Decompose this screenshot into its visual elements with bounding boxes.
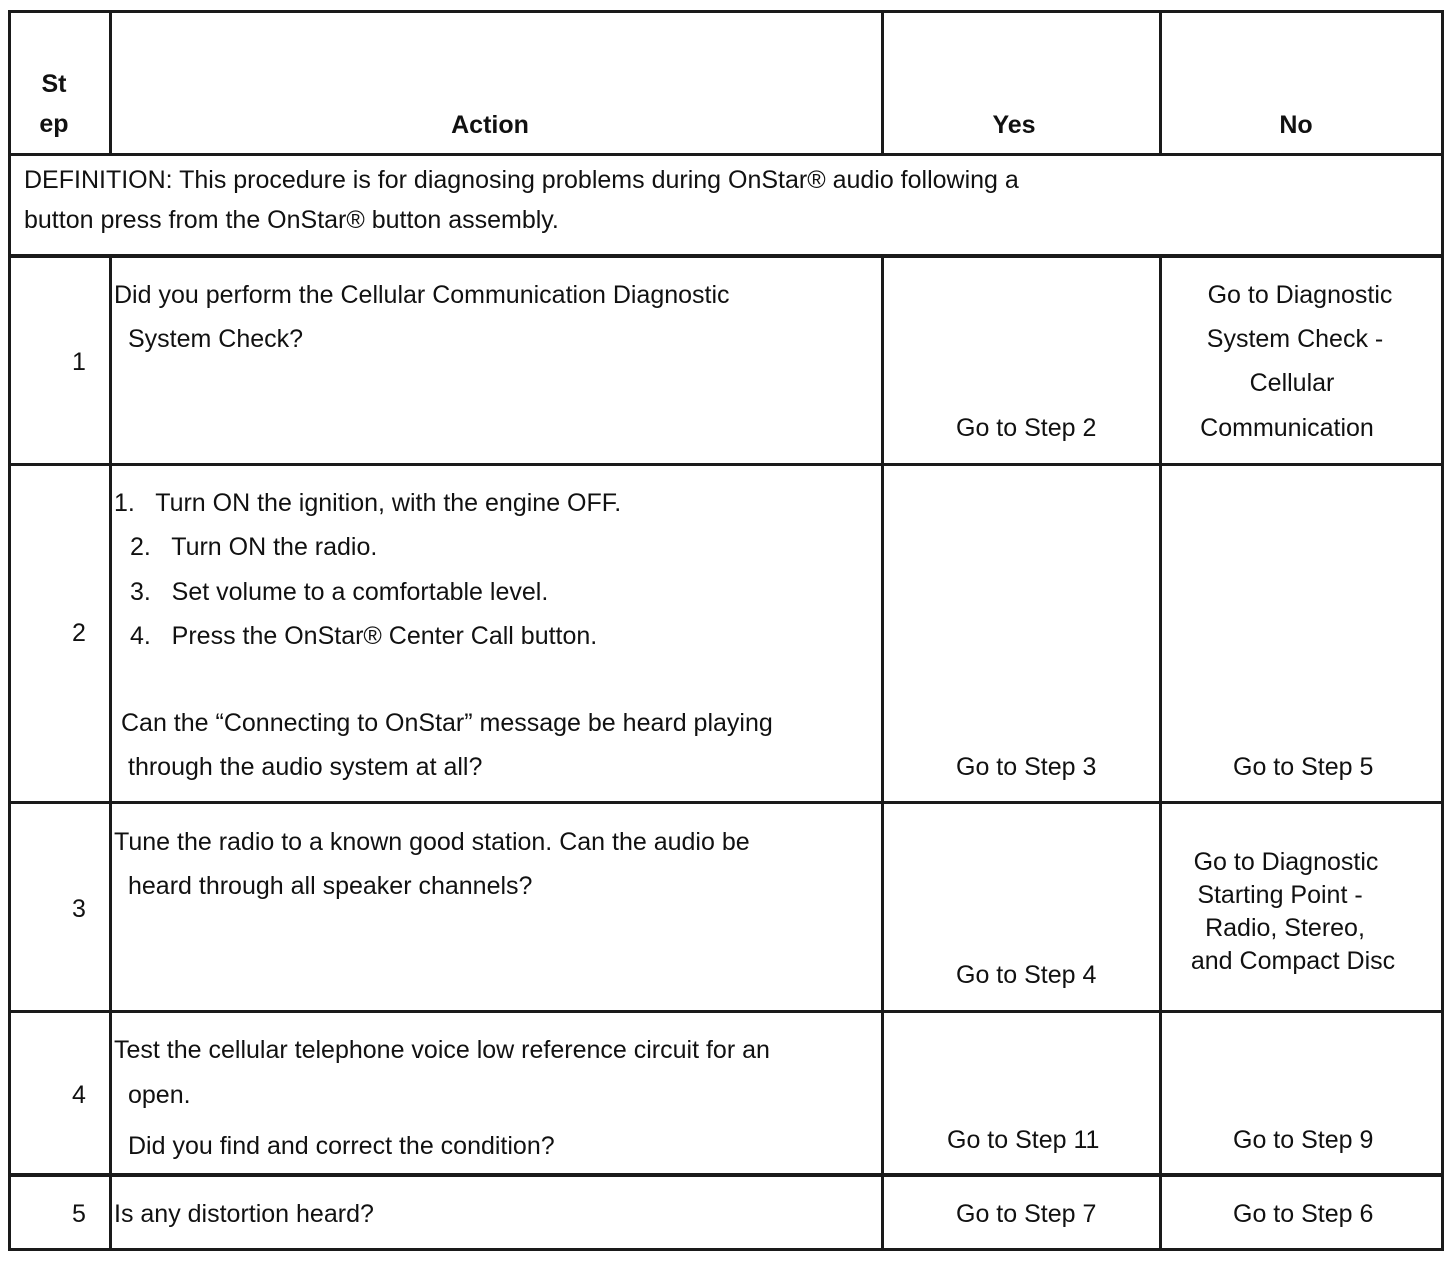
yes-result: Go to Step 2 (956, 414, 1097, 442)
action-line: 3. Set volume to a comfortable level. (130, 578, 549, 606)
action-line: 1. Turn ON the ignition, with the engine OFF. (114, 489, 622, 517)
no-header: No (1279, 111, 1313, 139)
no-result: Go to Step 6 (1233, 1200, 1374, 1228)
row-rule (8, 1010, 1444, 1013)
no-result-line: System Check - (1206, 325, 1384, 353)
no-result-line: Starting Point - (1197, 881, 1363, 909)
step-number: 5 (72, 1200, 86, 1228)
action-line: through the audio system at all? (128, 753, 483, 781)
action-line: Test the cellular telephone voice low reference circuit for an (114, 1036, 770, 1064)
step-number: 2 (72, 619, 86, 647)
action-line: 2. Turn ON the radio. (130, 533, 378, 561)
column-rule-step (109, 256, 112, 1251)
no-result-line: Go to Diagnostic (1207, 281, 1393, 309)
no-result-line: Radio, Stereo, (1205, 914, 1365, 942)
step-header-line1: St (41, 70, 67, 98)
action-line: Is any distortion heard? (114, 1200, 374, 1228)
yes-result: Go to Step 3 (956, 753, 1097, 781)
yes-result: Go to Step 11 (947, 1126, 1100, 1154)
action-line: 4. Press the OnStar® Center Call button. (130, 622, 598, 650)
action-line: heard through all speaker channels? (128, 872, 533, 900)
row-rule (8, 801, 1444, 804)
table-border-left (8, 10, 11, 1251)
definition-rule (8, 254, 1444, 258)
row-rule (8, 463, 1444, 466)
yes-header: Yes (992, 111, 1036, 139)
action-header: Action (451, 111, 529, 139)
action-line: Did you perform the Cellular Communication Diagnostic (114, 281, 730, 309)
action-line: System Check? (128, 325, 304, 353)
yes-result: Go to Step 7 (956, 1200, 1097, 1228)
step-header (12, 64, 96, 144)
row-rule (8, 1173, 1444, 1177)
header-rule (8, 153, 1444, 156)
definition-line: button press from the OnStar® button assembly. (24, 206, 559, 234)
definition-line: DEFINITION: This procedure is for diagnosing problems during OnStar® audio following a (24, 166, 1019, 194)
step-number: 3 (72, 895, 86, 923)
table-border-right (1441, 10, 1444, 1251)
no-result: Go to Step 9 (1233, 1126, 1374, 1154)
action-line: open. (128, 1081, 191, 1109)
action-line: Tune the radio to a known good station. Can the audio be (114, 828, 750, 856)
table-border-top (8, 10, 1444, 13)
no-result-line: Go to Diagnostic (1193, 848, 1379, 876)
table-border-bottom (8, 1248, 1444, 1251)
no-result-line: and Compact Disc (1190, 947, 1396, 975)
step-header-line2: ep (39, 110, 69, 138)
step-number: 1 (72, 348, 86, 376)
action-line: Can the “Connecting to OnStar” message be heard playing (121, 709, 773, 737)
no-result: Go to Step 5 (1233, 753, 1374, 781)
step-number: 4 (72, 1081, 86, 1109)
no-result-line: Cellular (1249, 369, 1335, 397)
action-line: Did you find and correct the condition? (128, 1132, 555, 1160)
yes-result: Go to Step 4 (956, 961, 1097, 989)
no-result-line: Communication (1200, 414, 1374, 442)
column-rule-action (881, 256, 884, 1251)
